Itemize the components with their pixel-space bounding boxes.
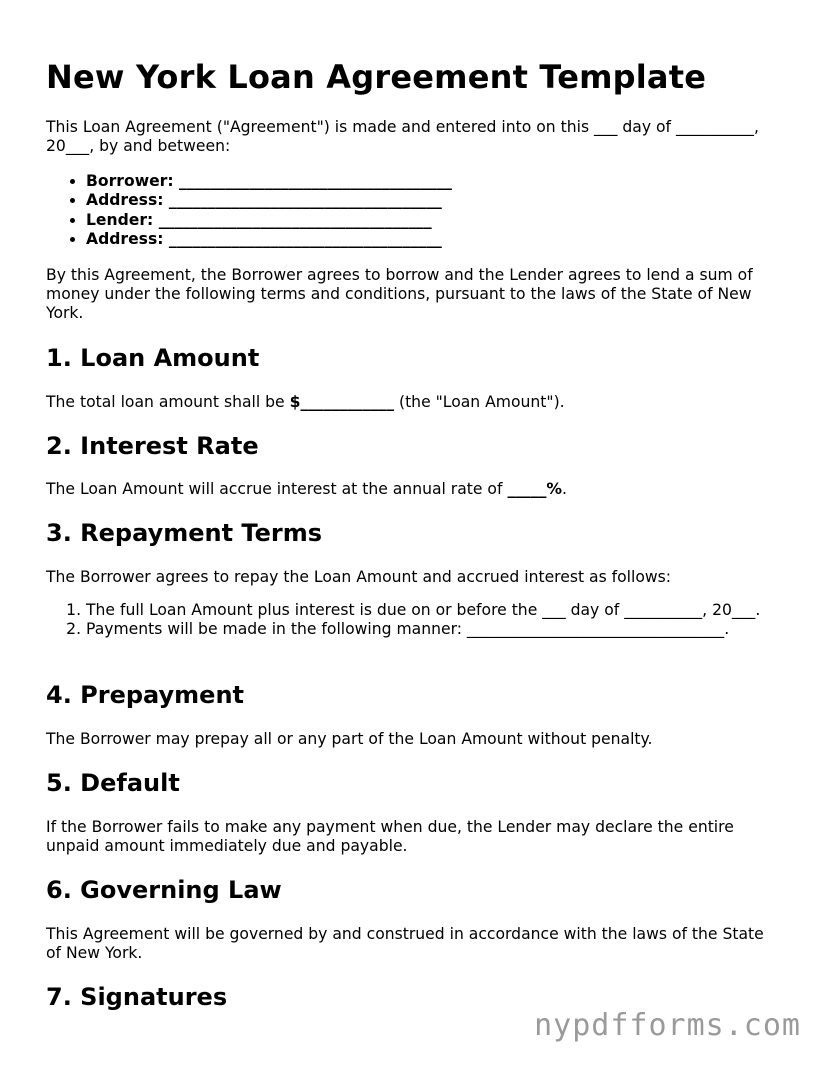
party-blank: ___________________________________	[179, 172, 452, 190]
party-label: Address:	[86, 229, 164, 248]
section-heading-prepayment: 4. Prepayment	[46, 681, 244, 709]
section-heading-signatures: 7. Signatures	[46, 983, 228, 1011]
list-item	[86, 172, 452, 191]
preamble-paragraph: By this Agreement, the Borrower agrees to borrow and the Lender agrees to lend a sum of money under the following terms and conditions, pursuant to the laws of the State of New York.	[46, 266, 753, 322]
loan-amount-paragraph	[46, 393, 781, 412]
list-item: 2. Payments will be made in the following manner: _________________________________.	[86, 620, 781, 639]
watermark: nypdfforms.com	[534, 1008, 801, 1043]
default-paragraph: If the Borrower fails to make any payment when due, the Lender may declare the entire unpaid amount immediately due and payable.	[46, 818, 734, 855]
list-item	[86, 211, 452, 230]
party-label: Borrower:	[86, 172, 174, 190]
page-title: New York Loan Agreement Template	[46, 58, 707, 96]
party-blank: ___________________________________	[158, 210, 432, 229]
party-blank: ___________________________________	[168, 229, 442, 248]
section-heading-default: 5. Default	[46, 769, 180, 797]
section-heading-interest-rate: 2. Interest Rate	[46, 432, 259, 460]
list-item	[86, 230, 452, 249]
parties-list	[46, 172, 452, 249]
interest-rate-suffix: .	[562, 480, 568, 498]
interest-rate-blank: _____%	[507, 480, 563, 498]
interest-rate-text: The Loan Amount will accrue interest at the annual rate of	[46, 480, 508, 498]
repayment-paragraph: The Borrower agrees to repay the Loan Amount and accrued interest as follows:	[46, 568, 672, 586]
section-heading-repayment: 3. Repayment Terms	[46, 519, 322, 547]
section-heading-loan-amount: 1. Loan Amount	[46, 344, 260, 372]
loan-amount-suffix: (the "Loan Amount").	[394, 393, 565, 411]
loan-amount-text: The total loan amount shall be	[46, 393, 290, 411]
section-heading-governing-law: 6. Governing Law	[46, 876, 282, 904]
repayment-terms-list	[46, 601, 781, 640]
list-item: 1. The full Loan Amount plus interest is due on or before the ___ day of __________, 20___.	[86, 601, 781, 620]
loan-amount-blank: $____________	[289, 393, 395, 411]
party-label: Lender:	[86, 210, 154, 229]
prepayment-paragraph: The Borrower may prepay all or any part of the Loan Amount without penalty.	[46, 730, 653, 748]
party-blank: ___________________________________	[168, 191, 442, 210]
governing-law-paragraph: This Agreement will be governed by and construed in accordance with the laws of the State of New York.	[46, 925, 764, 962]
interest-rate-paragraph	[46, 480, 781, 499]
intro-paragraph: This Loan Agreement ("Agreement") is made and entered into on this ___ day of __________, 20___, by and between:	[46, 118, 759, 155]
party-label: Address:	[86, 191, 164, 210]
list-item	[86, 191, 452, 210]
